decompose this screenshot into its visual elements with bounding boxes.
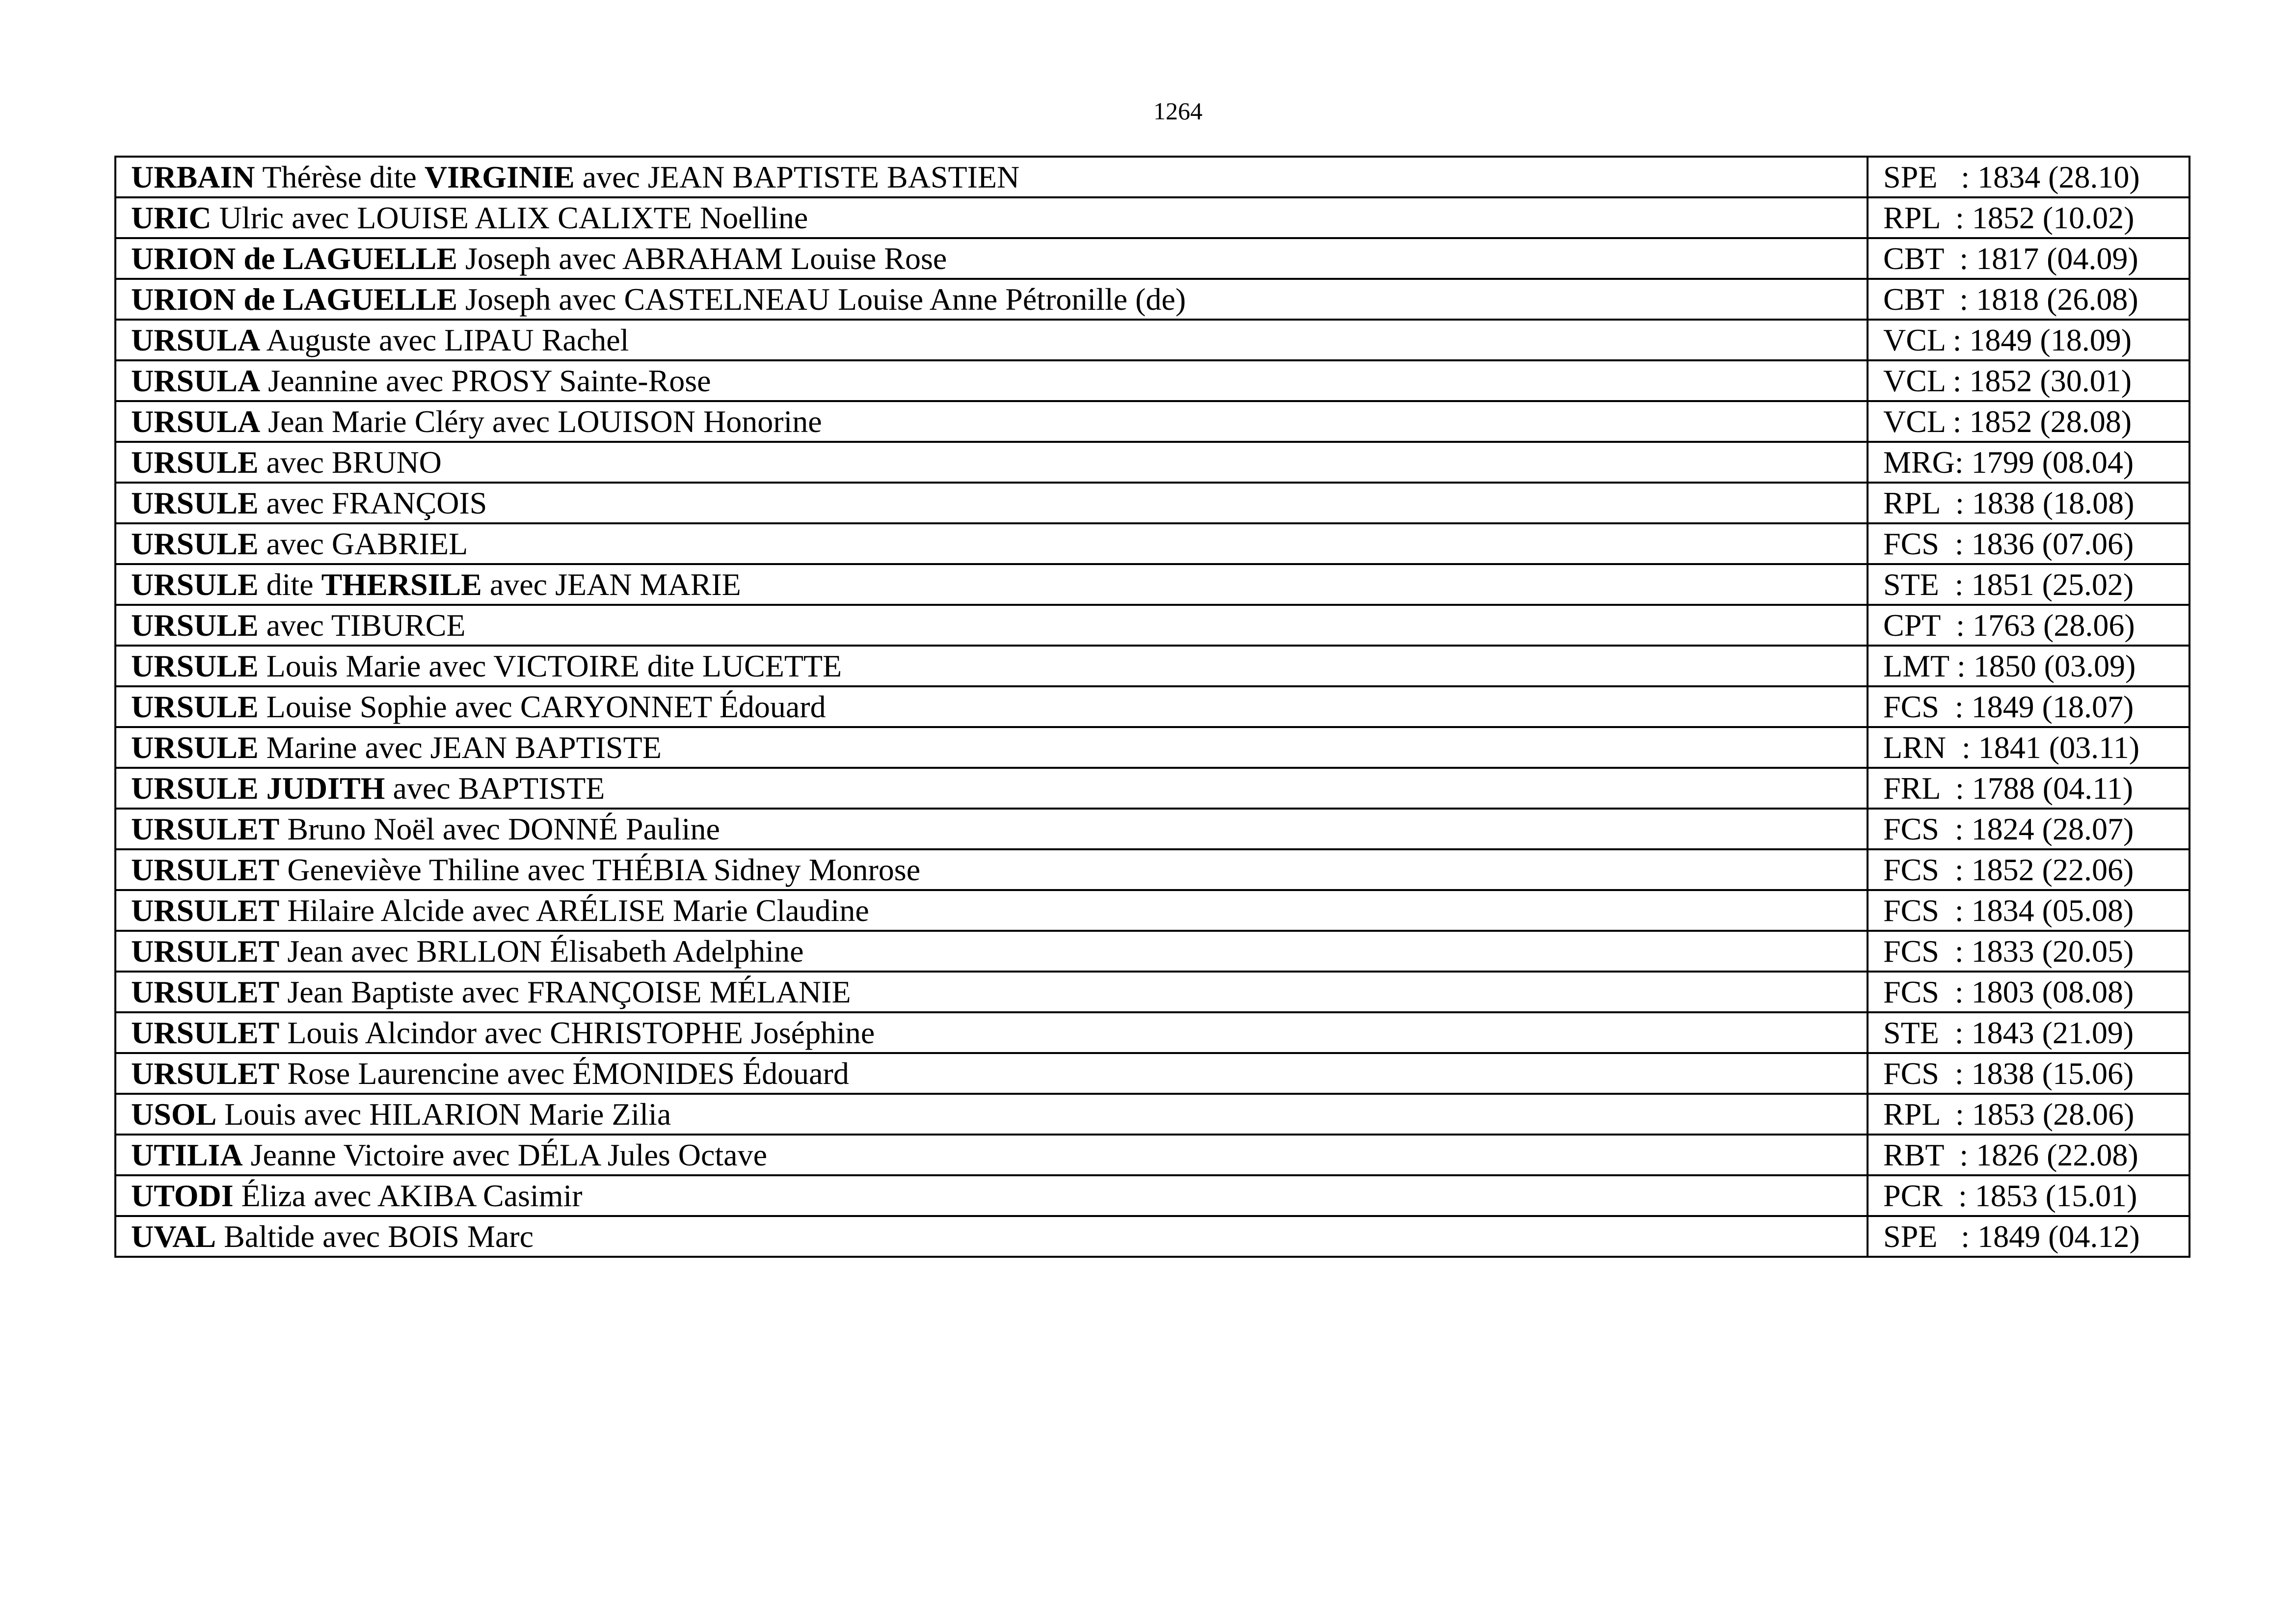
- table-row: [115, 849, 2189, 890]
- table-row: [115, 605, 2189, 646]
- record-reference-cell: LRN : 1841 (03.11): [1868, 727, 2189, 768]
- name-text: Auguste avec LIPAU Rachel: [260, 323, 629, 357]
- name-text: avec JEAN BAPTISTE BASTIEN: [574, 160, 1020, 194]
- surname-text: UTODI: [131, 1178, 234, 1213]
- table-row: [115, 523, 2189, 564]
- surname-text: URSULET: [131, 934, 280, 969]
- table-row: [115, 809, 2189, 849]
- couple-names-cell: [115, 1094, 1868, 1135]
- table-row: [115, 279, 2189, 320]
- record-reference-cell: RBT : 1826 (22.08): [1868, 1135, 2189, 1175]
- name-text: Ulric avec LOUISE ALIX CALIXTE Noelline: [211, 200, 808, 235]
- name-text: Louis Marie avec VICTOIRE dite LUCETTE: [258, 649, 842, 683]
- name-text: dite: [258, 567, 321, 602]
- table-row: [115, 320, 2189, 360]
- couple-names-cell: [115, 442, 1868, 483]
- record-reference-cell: FCS : 1824 (28.07): [1868, 809, 2189, 849]
- surname-text: URSULA: [131, 323, 261, 357]
- name-text: Jeanne Victoire avec DÉLA Jules Octave: [242, 1137, 767, 1172]
- couple-names-cell: [115, 809, 1868, 849]
- name-text: Marine avec JEAN BAPTISTE: [258, 730, 662, 765]
- table-row: [115, 646, 2189, 686]
- marriage-register-table: [114, 156, 2190, 1258]
- record-reference-cell: FCS : 1836 (07.06): [1868, 523, 2189, 564]
- table-row: [115, 483, 2189, 523]
- couple-names-cell: [115, 646, 1868, 686]
- name-text: Joseph avec CASTELNEAU Louise Anne Pétronille (de): [457, 282, 1186, 317]
- record-reference-cell: CBT : 1818 (26.08): [1868, 279, 2189, 320]
- record-reference-cell: SPE : 1834 (28.10): [1868, 157, 2189, 197]
- couple-names-cell: [115, 849, 1868, 890]
- record-reference-cell: FCS : 1833 (20.05): [1868, 931, 2189, 972]
- couple-names-cell: [115, 157, 1868, 197]
- table-row: [115, 686, 2189, 727]
- surname-text: URSULE: [131, 486, 259, 520]
- table-row: [115, 1135, 2189, 1175]
- table-row: [115, 360, 2189, 401]
- couple-names-cell: [115, 890, 1868, 931]
- couple-names-cell: [115, 279, 1868, 320]
- record-reference-cell: CBT : 1817 (04.09): [1868, 238, 2189, 279]
- name-text: Louise Sophie avec CARYONNET Édouard: [258, 689, 826, 724]
- surname-text: URSULE JUDITH: [131, 771, 385, 806]
- table-row: [115, 238, 2189, 279]
- couple-names-cell: [115, 1175, 1868, 1216]
- couple-names-cell: [115, 972, 1868, 1012]
- surname-text: URSULA: [131, 404, 261, 439]
- couple-names-cell: [115, 523, 1868, 564]
- record-reference-cell: VCL : 1849 (18.09): [1868, 320, 2189, 360]
- couple-names-cell: [115, 401, 1868, 442]
- record-reference-cell: RPL : 1852 (10.02): [1868, 197, 2189, 238]
- table-row: [115, 727, 2189, 768]
- name-text: Éliza avec AKIBA Casimir: [233, 1178, 583, 1213]
- surname-text: URSULE: [131, 608, 259, 643]
- surname-text: URSULE: [131, 730, 259, 765]
- name-text: avec BRUNO: [258, 445, 442, 480]
- name-text: Rose Laurencine avec ÉMONIDES Édouard: [279, 1056, 849, 1091]
- name-text: Jean Marie Cléry avec LOUISON Honorine: [260, 404, 822, 439]
- table-row: [115, 972, 2189, 1012]
- table-row: [115, 564, 2189, 605]
- surname-text: URSULET: [131, 974, 280, 1009]
- name-text: Baltide avec BOIS Marc: [216, 1219, 534, 1254]
- couple-names-cell: [115, 483, 1868, 523]
- couple-names-cell: [115, 238, 1868, 279]
- table-row: [115, 1094, 2189, 1135]
- name-text: Jean avec BRLLON Élisabeth Adelphine: [279, 934, 804, 969]
- surname-text: URIC: [131, 200, 212, 235]
- couple-names-cell: [115, 686, 1868, 727]
- couple-names-cell: [115, 1012, 1868, 1053]
- name-text: avec TIBURCE: [258, 608, 466, 643]
- record-reference-cell: FCS : 1838 (15.06): [1868, 1053, 2189, 1094]
- surname-text: UTILIA: [131, 1137, 243, 1172]
- register-body: [115, 157, 2189, 1257]
- surname-text: URSULET: [131, 812, 280, 846]
- surname-text: USOL: [131, 1097, 217, 1132]
- table-row: [115, 890, 2189, 931]
- couple-names-cell: [115, 360, 1868, 401]
- surname-text: URSULE: [131, 526, 259, 561]
- surname-text: VIRGINIE: [424, 160, 575, 194]
- couple-names-cell: [115, 197, 1868, 238]
- couple-names-cell: [115, 564, 1868, 605]
- name-text: Bruno Noël avec DONNÉ Pauline: [279, 812, 720, 846]
- table-row: [115, 442, 2189, 483]
- page-number: 1264: [1153, 97, 1202, 125]
- name-text: avec JEAN MARIE: [481, 567, 741, 602]
- record-reference-cell: RPL : 1853 (28.06): [1868, 1094, 2189, 1135]
- record-reference-cell: FCS : 1834 (05.08): [1868, 890, 2189, 931]
- table-row: [115, 1053, 2189, 1094]
- record-reference-cell: RPL : 1838 (18.08): [1868, 483, 2189, 523]
- couple-names-cell: [115, 727, 1868, 768]
- record-reference-cell: MRG: 1799 (08.04): [1868, 442, 2189, 483]
- name-text: Louis avec HILARION Marie Zilia: [216, 1097, 671, 1132]
- record-reference-cell: VCL : 1852 (30.01): [1868, 360, 2189, 401]
- surname-text: URSULE: [131, 567, 259, 602]
- surname-text: URION de LAGUELLE: [131, 241, 457, 276]
- table-row: [115, 768, 2189, 809]
- table-row: [115, 157, 2189, 197]
- surname-text: URSULE: [131, 445, 259, 480]
- surname-text: URSULET: [131, 1015, 280, 1050]
- name-text: Hilaire Alcide avec ARÉLISE Marie Claudine: [279, 893, 869, 928]
- table-row: [115, 1175, 2189, 1216]
- couple-names-cell: [115, 320, 1868, 360]
- record-reference-cell: VCL : 1852 (28.08): [1868, 401, 2189, 442]
- surname-text: URSULET: [131, 893, 280, 928]
- name-text: avec BAPTISTE: [385, 771, 605, 806]
- record-reference-cell: SPE : 1849 (04.12): [1868, 1216, 2189, 1257]
- record-reference-cell: STE : 1851 (25.02): [1868, 564, 2189, 605]
- name-text: avec GABRIEL: [258, 526, 468, 561]
- name-text: Louis Alcindor avec CHRISTOPHE Joséphine: [279, 1015, 875, 1050]
- table-row: [115, 1216, 2189, 1257]
- surname-text: URBAIN: [131, 160, 255, 194]
- couple-names-cell: [115, 768, 1868, 809]
- name-text: Jean Baptiste avec FRANÇOISE MÉLANIE: [279, 974, 851, 1009]
- surname-text: UVAL: [131, 1219, 216, 1254]
- surname-text: URSULA: [131, 363, 261, 398]
- couple-names-cell: [115, 1135, 1868, 1175]
- table-row: [115, 931, 2189, 972]
- surname-text: URSULET: [131, 1056, 280, 1091]
- name-text: Thérèse dite: [255, 160, 425, 194]
- table-row: [115, 197, 2189, 238]
- record-reference-cell: FCS : 1849 (18.07): [1868, 686, 2189, 727]
- couple-names-cell: [115, 931, 1868, 972]
- record-reference-cell: FRL : 1788 (04.11): [1868, 768, 2189, 809]
- couple-names-cell: [115, 1216, 1868, 1257]
- name-text: Jeannine avec PROSY Sainte-Rose: [260, 363, 711, 398]
- record-reference-cell: STE : 1843 (21.09): [1868, 1012, 2189, 1053]
- surname-text: THERSILE: [321, 567, 482, 602]
- name-text: avec FRANÇOIS: [258, 486, 487, 520]
- surname-text: URSULE: [131, 689, 259, 724]
- table-row: [115, 1012, 2189, 1053]
- surname-text: URSULET: [131, 852, 280, 887]
- record-reference-cell: FCS : 1803 (08.08): [1868, 972, 2189, 1012]
- table-row: [115, 401, 2189, 442]
- couple-names-cell: [115, 1053, 1868, 1094]
- record-reference-cell: FCS : 1852 (22.06): [1868, 849, 2189, 890]
- couple-names-cell: [115, 605, 1868, 646]
- record-reference-cell: PCR : 1853 (15.01): [1868, 1175, 2189, 1216]
- record-reference-cell: LMT : 1850 (03.09): [1868, 646, 2189, 686]
- record-reference-cell: CPT : 1763 (28.06): [1868, 605, 2189, 646]
- name-text: Joseph avec ABRAHAM Louise Rose: [457, 241, 947, 276]
- surname-text: URSULE: [131, 649, 259, 683]
- surname-text: URION de LAGUELLE: [131, 282, 457, 317]
- name-text: Geneviève Thiline avec THÉBIA Sidney Monrose: [279, 852, 921, 887]
